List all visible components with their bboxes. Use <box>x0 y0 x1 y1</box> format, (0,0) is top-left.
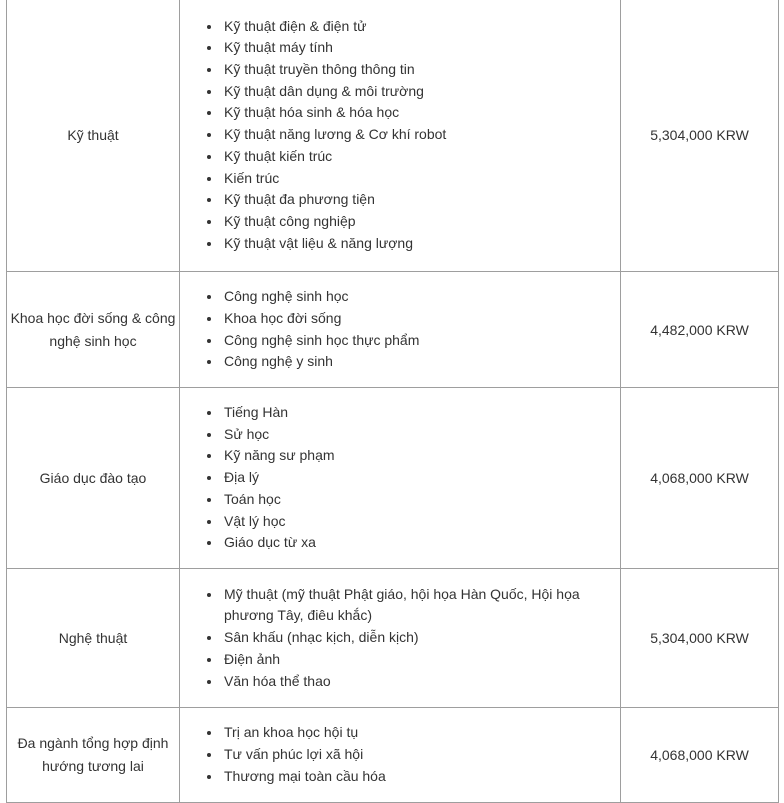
list-item: • Văn hóa thể thao <box>222 671 620 693</box>
list-item: • Kỹ thuật năng lương & Cơ khí robot <box>222 124 620 146</box>
list-item: • Vật lý học <box>222 511 620 533</box>
list-item: • Tư vấn phúc lợi xã hội <box>222 744 620 766</box>
list-item: • Trị an khoa học hội tụ <box>222 722 620 744</box>
list-item: • Công nghệ y sinh <box>222 351 620 373</box>
majors-list <box>180 16 620 255</box>
list-item: • Khoa học đời sống <box>222 308 620 330</box>
list-item: • Kỹ năng sư phạm <box>222 445 620 467</box>
table-row <box>7 388 779 569</box>
field-cell: Khoa học đời sống & công nghệ sinh học <box>7 272 180 388</box>
majors-cell <box>180 272 621 388</box>
list-item: • Sử học <box>222 424 620 446</box>
majors-cell <box>180 569 621 708</box>
list-item: • Kỹ thuật điện & điện tử <box>222 16 620 38</box>
table-row <box>7 569 779 708</box>
list-item: • Sân khấu (nhạc kịch, diễn kịch) <box>222 627 620 649</box>
list-item: • Giáo dục từ xa <box>222 532 620 554</box>
fee-cell: 4,068,000 KRW <box>621 388 779 569</box>
majors-list <box>180 286 620 373</box>
list-item: • Kỹ thuật vật liệu & năng lượng <box>222 233 620 255</box>
field-cell: Giáo dục đào tạo <box>7 388 180 569</box>
list-item: • Thương mại toàn cầu hóa <box>222 766 620 788</box>
list-item: • Tiếng Hàn <box>222 402 620 424</box>
list-item: • Công nghệ sinh học <box>222 286 620 308</box>
field-cell: Nghệ thuật <box>7 569 180 708</box>
table-row <box>7 708 779 803</box>
fee-cell: 5,304,000 KRW <box>621 569 779 708</box>
list-item: • Kỹ thuật máy tính <box>222 37 620 59</box>
fee-cell: 4,068,000 KRW <box>621 708 779 803</box>
majors-list <box>180 584 620 693</box>
majors-cell <box>180 708 621 803</box>
list-item: • Toán học <box>222 489 620 511</box>
list-item: • Công nghệ sinh học thực phẩm <box>222 330 620 352</box>
field-cell: Đa ngành tổng hợp định hướng tương lai <box>7 708 180 803</box>
list-item: • Điện ảnh <box>222 649 620 671</box>
list-item: • Kỹ thuật kiến trúc <box>222 146 620 168</box>
list-item: • Mỹ thuật (mỹ thuật Phật giáo, hội họa Hàn Quốc, Hội họa phương Tây, điêu khắc) <box>222 584 620 627</box>
table-row <box>7 0 779 272</box>
list-item: • Kỹ thuật truyền thông thông tin <box>222 59 620 81</box>
fee-cell: 5,304,000 KRW <box>621 0 779 272</box>
fee-cell: 4,482,000 KRW <box>621 272 779 388</box>
majors-list <box>180 402 620 554</box>
tuition-table <box>6 0 779 803</box>
field-cell: Kỹ thuật <box>7 0 180 272</box>
list-item: • Kỹ thuật dân dụng & môi trường <box>222 81 620 103</box>
table-row <box>7 272 779 388</box>
list-item: • Kỹ thuật hóa sinh & hóa học <box>222 102 620 124</box>
majors-cell <box>180 388 621 569</box>
list-item: • Kiến trúc <box>222 168 620 190</box>
majors-list <box>180 722 620 787</box>
majors-cell <box>180 0 621 272</box>
list-item: • Địa lý <box>222 467 620 489</box>
list-item: • Kỹ thuật đa phương tiện <box>222 189 620 211</box>
list-item: • Kỹ thuật công nghiệp <box>222 211 620 233</box>
tuition-table-body <box>7 0 779 803</box>
